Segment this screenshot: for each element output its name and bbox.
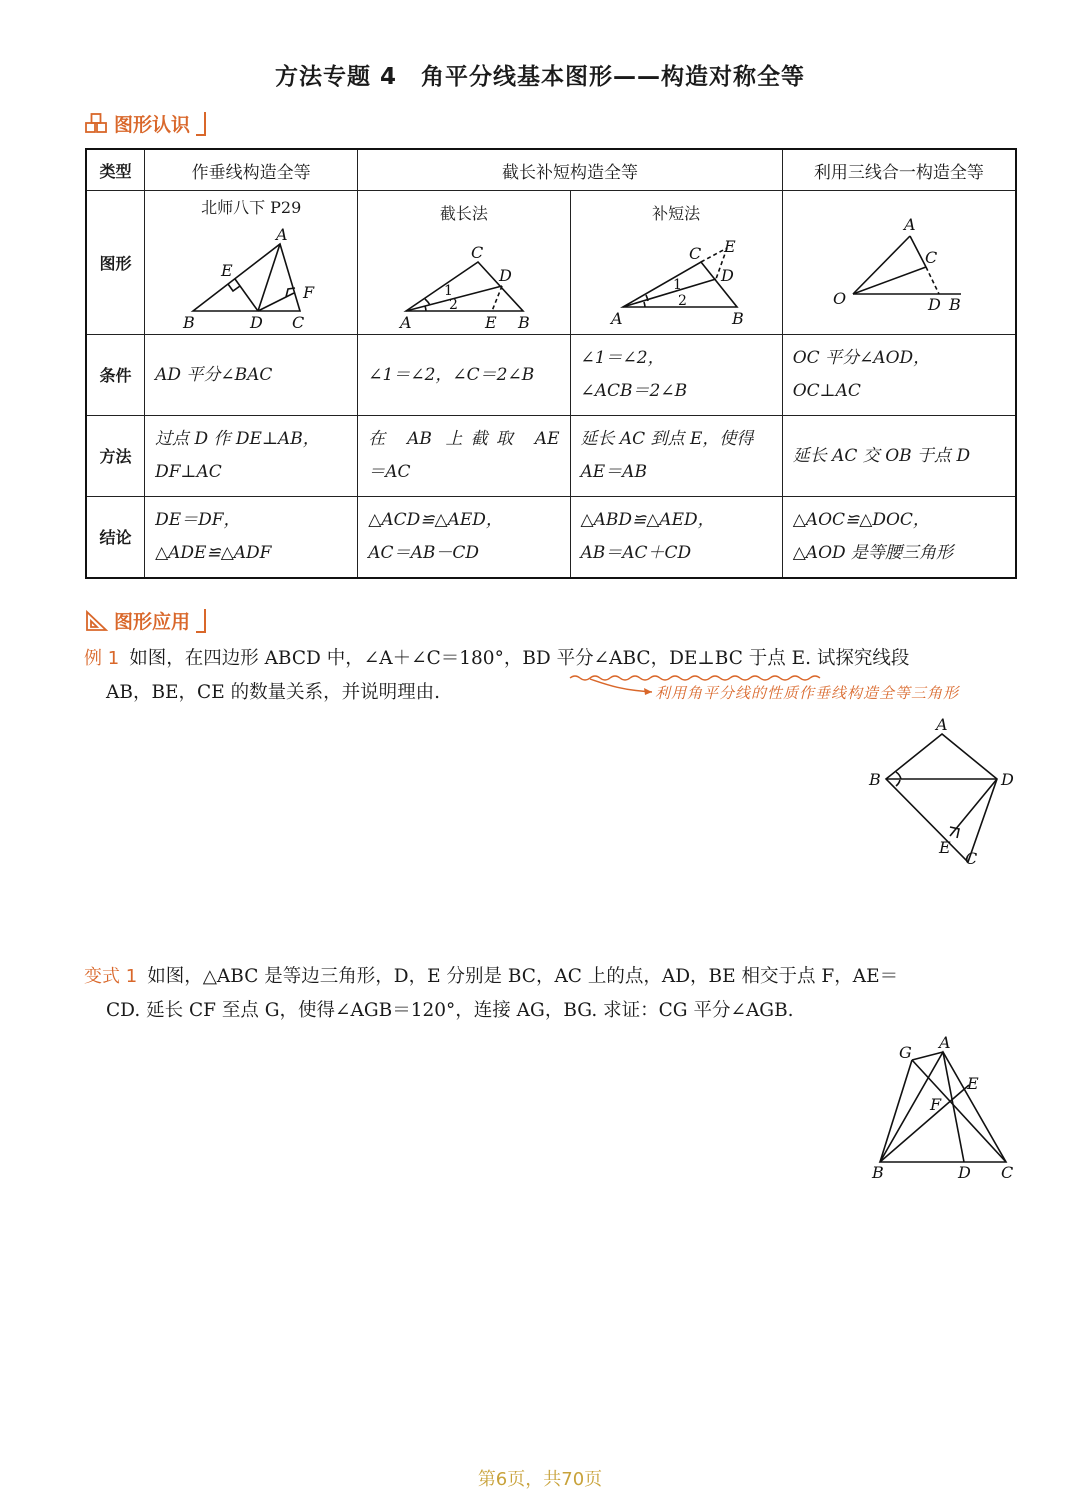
row-label-method: 方法 [86,416,145,497]
method-cell-1 [145,416,358,497]
fig3-label-C: C [688,244,701,263]
row-label-condition: 条件 [86,335,145,416]
example-1-line1: 如图，在四边形 ABCD 中，∠A＋∠C＝180°，BD 平分∠ABC，DE⊥BC 于点 E. 试探究线段 [129,648,910,669]
var1-label-G: G [899,1043,912,1062]
method-cell-2 [358,416,570,497]
conclusion-cell-3 [570,497,782,579]
figure-cell-4 [782,191,1016,335]
ex1-label-D: D [1001,770,1014,789]
section-heading-label: 图形应用 [114,611,191,633]
fig2-label-1: 1 [444,283,454,299]
condition-3-line2: ∠ACB＝2∠B [580,381,688,401]
condition-cell-1: AD 平分∠BAC [145,335,358,416]
fig3-label-B: B [731,309,744,328]
fig4-label-O: O [832,289,846,308]
figure4-three-lines [783,191,1015,334]
header-col3: 利用三线合一构造全等 [782,149,1016,191]
fig2-label-B: B [518,313,531,332]
header-col1: 作垂线构造全等 [145,149,358,191]
condition-cell-3 [570,335,782,416]
var1-label-A: A [939,1033,951,1052]
condition-cell-2: ∠1＝∠2，∠C＝2∠B [358,335,570,416]
set-square-icon [84,609,110,633]
example-1-line2: AB，BE，CE 的数量关系，并说明理由. [106,682,440,703]
method-cell-3 [570,416,782,497]
fig4-label-C: C [924,248,937,267]
ex1-label-C: C [965,849,978,868]
fig2-label-2: 2 [449,297,459,313]
var1-label-D: D [958,1163,971,1182]
var1-label-B: B [872,1163,884,1182]
variant-1-line2: CD. 延长 CF 至点 G，使得∠AGB＝120°，连接 AG，BG. 求证：CG 平分∠AGB. [106,1000,794,1021]
conclusion-1-line1: DE＝DF， [155,510,241,530]
fig1-label-F: F [303,283,315,302]
method-3-line2: AE＝AB [580,462,647,482]
fig3-label-E: E [723,237,736,256]
ex1-label-E: E [939,838,951,857]
ex1-label-B: B [869,770,881,789]
figure-cell-1 [145,191,358,335]
conclusion-4-line2: △AOD 是等腰三角形 [792,543,954,563]
conclusion-2-line2: AC＝AB－CD [368,543,479,563]
section-heading-label: 图形认识 [114,114,191,136]
fig1-label-D: D [250,313,263,332]
header-col2: 截长补短构造全等 [358,149,782,191]
header-type: 类型 [86,149,145,191]
condition-3-line1: ∠1＝∠2， [580,348,665,368]
method-2-line2: ＝AC [368,462,411,482]
method-1-line2: DF⊥AC [155,462,222,482]
condition-cell-4 [782,335,1016,416]
fig2-label-A: A [400,313,412,332]
figure2-cut-long [358,224,569,334]
figure2-title: 截长法 [439,204,488,223]
fig2-label-E: E [485,313,497,332]
figure1-perpendicular [145,218,357,333]
fig1-label-A: A [276,225,288,244]
section-heading-figure-application [84,607,206,634]
condition-4-line2: OC⊥AC [792,381,861,401]
fig2-label-D: D [499,266,513,285]
variant-1-figure-triangle [860,1030,1030,1190]
figure-cell-3 [570,191,782,335]
conclusion-2-line1: △ACD≌△AED， [368,510,503,530]
fig3-label-D: D [720,266,734,285]
ex1-label-A: A [936,715,948,734]
conclusion-cell-4 [782,497,1016,579]
variant-1 [84,960,1019,1028]
figure-cell-2 [358,191,570,335]
annotation-note: 利用角平分线的性质作垂线构造全等三角形 [655,684,960,702]
var1-label-F: F [930,1095,942,1114]
fig1-label-B: B [183,313,195,332]
example-1-figure-quadrilateral [860,712,1030,872]
fig4-label-A: A [903,215,916,234]
conclusion-1-line2: △ADE≌△ADF [155,543,272,563]
var1-label-E: E [967,1074,979,1093]
row-label-figure: 图形 [86,191,145,335]
fig1-label-E: E [221,261,233,280]
method-2-line1: 在 AB 上截取 AE [368,429,560,449]
fig2-label-C: C [471,243,484,262]
conclusion-3-line2: AB＝AC＋CD [580,543,692,563]
example-1-label: 例 1 [84,648,120,669]
fig4-label-B: B [948,295,961,314]
fig3-label-2: 2 [677,293,687,309]
variant-1-line1: 如图，△ABC 是等边三角形，D，E 分别是 BC，AC 上的点，AD，BE 相交于点 F，AE＝ [147,966,899,987]
figure1-title: 北师八下 P29 [201,198,302,217]
row-label-conclusion: 结论 [86,497,145,579]
page-title: 方法专题 4 角平分线基本图形——构造对称全等 [274,64,805,90]
conclusion-cell-2 [358,497,570,579]
var1-label-C: C [1001,1163,1014,1182]
fig3-label-A: A [610,309,623,328]
variant-1-label: 变式 1 [84,966,138,987]
conclusion-cell-1 [145,497,358,579]
method-cell-4: 延长 AC 交 OB 于点 D [782,416,1016,497]
fig3-label-1: 1 [672,277,682,293]
fig1-label-C: C [292,313,305,332]
section-heading-figure-recognition [84,110,206,137]
conclusion-4-line1: △AOC≌△DOC， [792,510,930,530]
conclusion-3-line1: △ABD≌△AED， [580,510,715,530]
method-3-line1: 延长 AC 到点 E，使得 [580,429,754,449]
method-1-line1: 过点 D 作 DE⊥AB， [155,429,320,449]
cubes-icon [84,112,110,136]
condition-4-line1: OC 平分∠AOD， [792,348,931,368]
method-table [85,148,1017,579]
fig4-label-D: D [927,295,941,314]
figure3-extend-short [571,224,782,334]
page-footer: 第6页，共70页 [477,1469,603,1490]
figure3-title: 补短法 [652,204,701,223]
